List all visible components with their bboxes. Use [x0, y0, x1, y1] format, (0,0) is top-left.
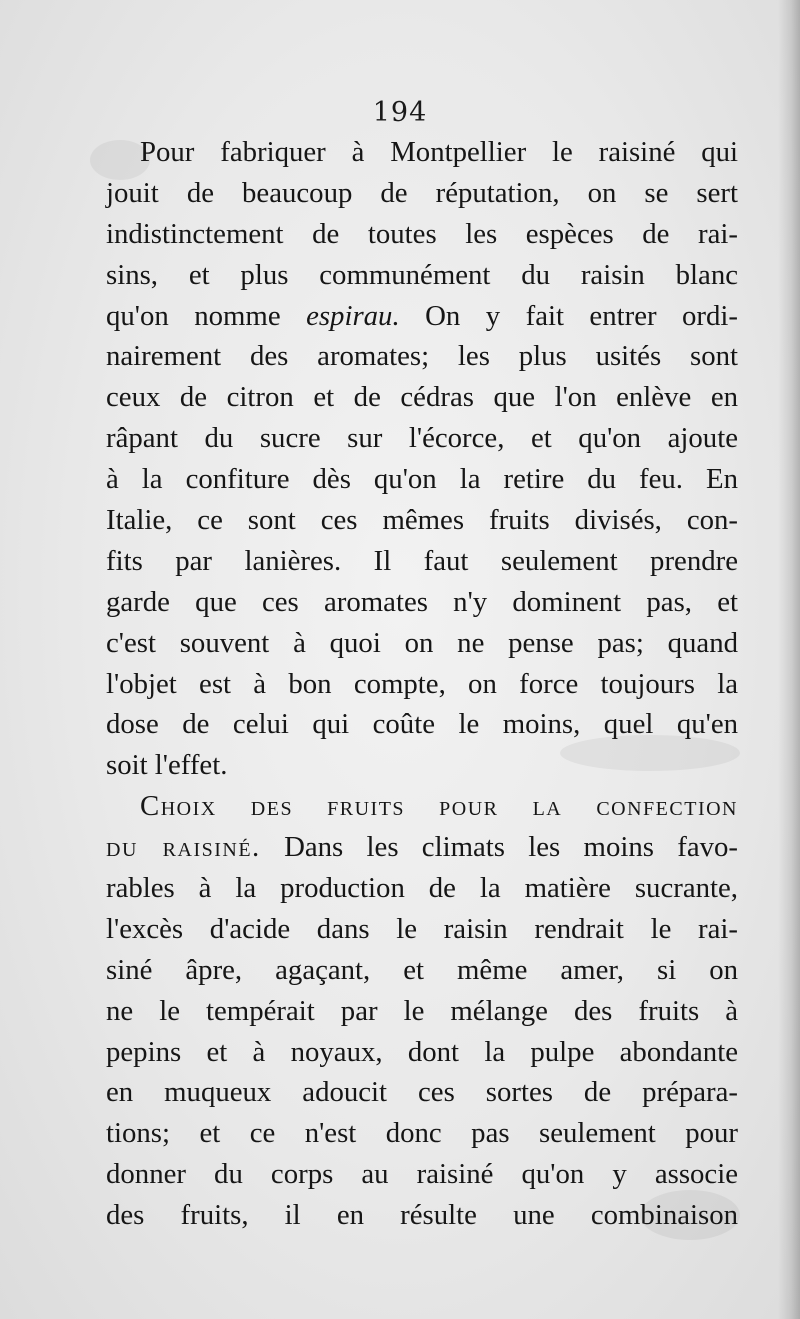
- text-line: dose de celui qui coûte le moins, quel qu'en: [106, 708, 738, 741]
- text-line: siné âpre, agaçant, et même amer, si on: [106, 953, 738, 986]
- text-line: rables à la production de la matière sucrante,: [106, 872, 738, 905]
- text-line: donner du corps au raisiné qu'on y associe: [106, 1158, 738, 1191]
- text-line: sins, et plus communément du raisin blanc: [106, 258, 738, 291]
- text-line: râpant du sucre sur l'écorce, et qu'on ajoute: [106, 422, 738, 455]
- text-segment: qu'on nomme: [106, 299, 281, 332]
- text-line: c'est souvent à quoi on ne pense pas; quand: [106, 626, 738, 659]
- page-number: 194: [372, 97, 428, 128]
- text-line: Pour fabriquer à Montpellier le raisiné qui: [140, 136, 738, 168]
- italic-term: espirau.: [306, 299, 400, 332]
- text-line: Italie, ce sont ces mêmes fruits divisés, con-: [106, 504, 738, 537]
- text-line: ceux de citron et de cédras que l'on enlève en: [106, 381, 738, 414]
- text-line: des fruits, il en résulte une combinaison: [106, 1199, 738, 1232]
- text-line: l'excès d'acide dans le raisin rendrait le rai-: [106, 912, 738, 945]
- text-line: garde que ces aromates n'y dominent pas, et: [106, 585, 738, 618]
- heading-text: Choix des fruits pour la confection: [140, 790, 738, 823]
- text-line: à la confiture dès qu'on la retire du feu. En: [106, 463, 738, 496]
- text-line: tions; et ce n'est donc pas seulement pour: [106, 1117, 738, 1150]
- text-line: jouit de beaucoup de réputation, on se sert: [106, 176, 738, 209]
- text-line: soit l'effet.: [106, 749, 228, 782]
- text-segment: Dans les climats les moins favo-: [284, 831, 738, 864]
- text-line: [106, 827, 738, 868]
- text-line: nairement des aromates; les plus usités sont: [106, 340, 738, 373]
- text-line: l'objet est à bon compte, on force toujours la: [106, 667, 738, 700]
- text-line: ne le tempérait par le mélange des fruits à: [106, 994, 738, 1027]
- body-text: [106, 132, 738, 1236]
- text-line: en muqueux adoucit ces sortes de prépara-: [106, 1076, 738, 1109]
- text-line: indistinctement de toutes les espèces de rai-: [106, 217, 738, 250]
- text-segment: On y fait entrer ordi-: [425, 299, 738, 332]
- text-line: fits par lanières. Il faut seulement prendre: [106, 544, 738, 577]
- section-heading: [106, 786, 738, 827]
- page-edge-shadow: [778, 0, 800, 1319]
- heading-text: du raisiné.: [106, 831, 261, 864]
- text-line: pepins et à noyaux, dont la pulpe abondante: [106, 1035, 738, 1068]
- text-line: [106, 296, 738, 337]
